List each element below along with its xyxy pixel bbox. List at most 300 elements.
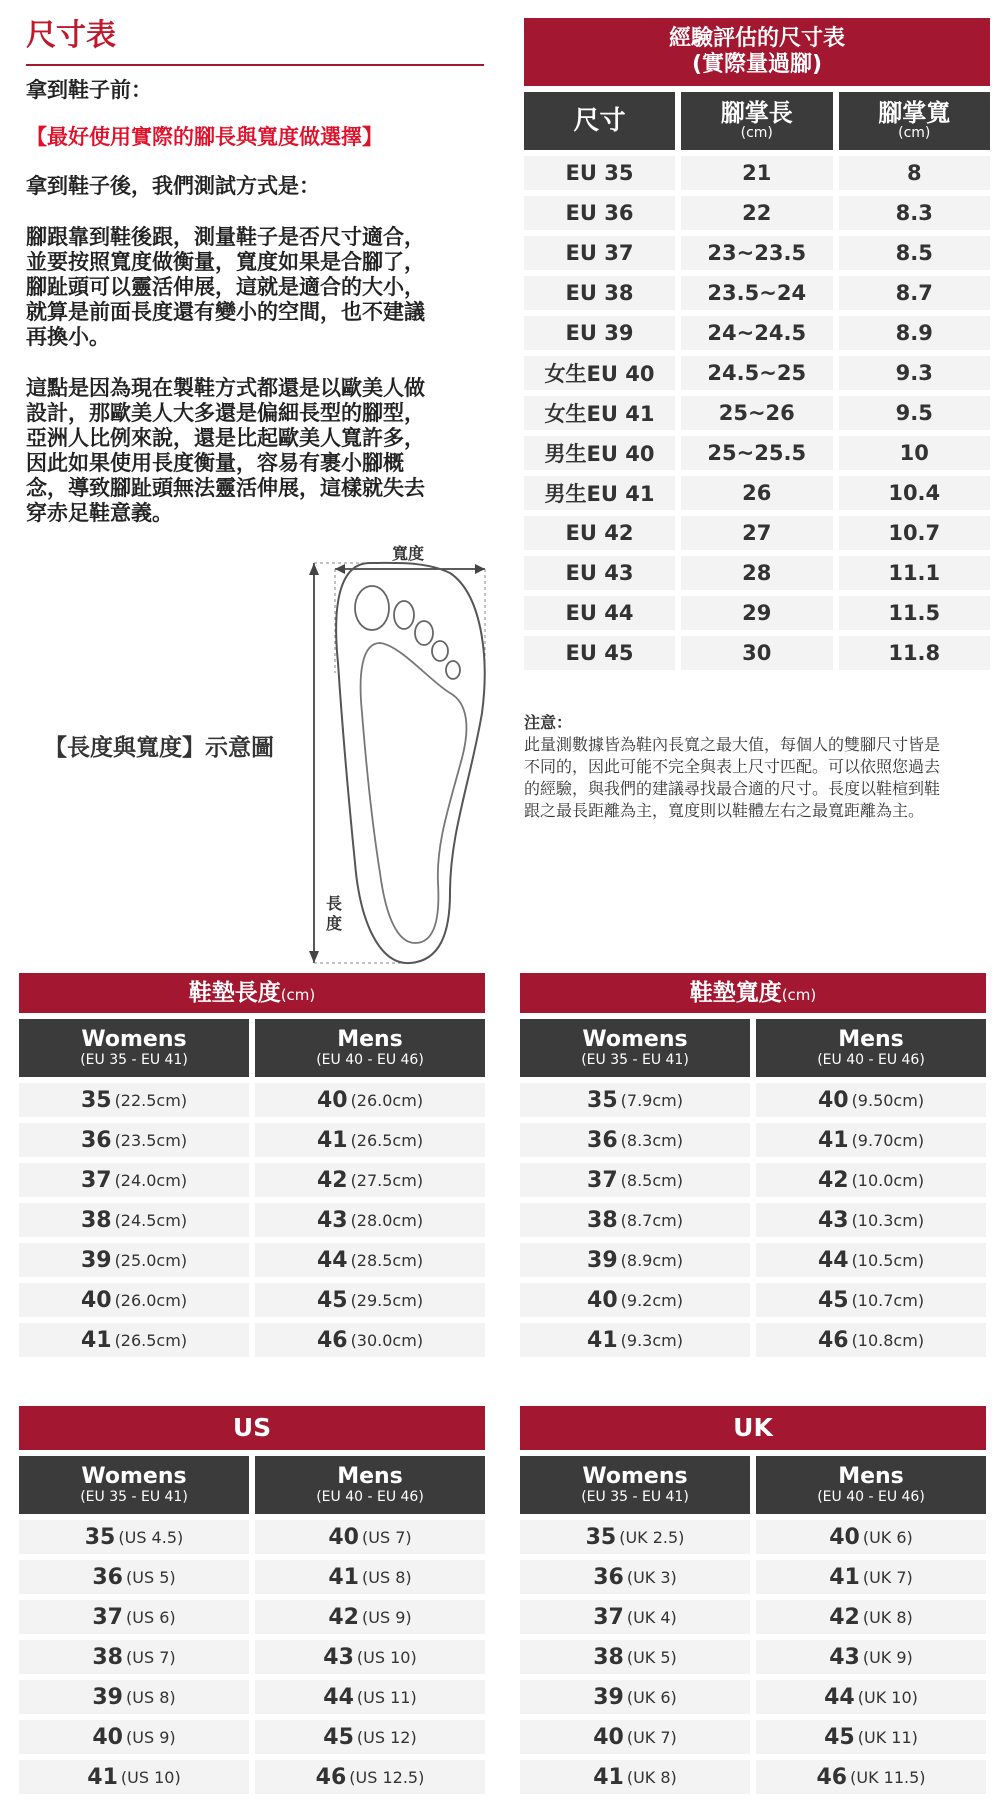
womens-cell (520, 1560, 750, 1594)
foot-length-cell: 26 (681, 476, 833, 510)
mens-cell (255, 1640, 485, 1674)
size-number: 46 (316, 1327, 348, 1353)
size-detail: (US 8) (362, 1567, 412, 1587)
table-row (19, 1203, 485, 1237)
table-row (19, 1640, 485, 1674)
mens-cell (255, 1323, 485, 1357)
size-number: 38 (593, 1644, 624, 1670)
size-number: 45 (316, 1287, 348, 1313)
table-row (524, 636, 990, 670)
header-womens-label: Womens (81, 1464, 187, 1489)
header-womens-label: Womens (582, 1027, 688, 1052)
womens-cell (520, 1243, 750, 1277)
size-detail: (8.3cm) (620, 1130, 683, 1150)
table-row (524, 396, 990, 430)
size-detail: (US 6) (126, 1607, 176, 1627)
header-mens (255, 1456, 485, 1514)
size-detail: (7.9cm) (620, 1090, 683, 1110)
paragraph-line: 設計，那歐美人大多還是偏細長型的腳型， (26, 401, 425, 425)
size-detail: (US 11) (356, 1687, 417, 1707)
size-detail: (22.5cm) (114, 1090, 188, 1110)
size-number: 43 (829, 1644, 860, 1670)
header-foot-length (681, 92, 833, 150)
header-womens-label: Womens (582, 1464, 688, 1489)
size-cell: EU 44 (524, 596, 675, 630)
table-title-text: US (232, 1413, 272, 1442)
womens-cell (520, 1083, 750, 1117)
header-mens-range: (EU 40 - EU 46) (316, 1489, 424, 1505)
size-detail: (UK 6) (626, 1687, 677, 1707)
size-detail: (29.5cm) (350, 1290, 424, 1310)
size-number: 40 (587, 1287, 618, 1313)
size-detail: (25.0cm) (114, 1250, 188, 1270)
table-row (520, 1520, 986, 1554)
womens-cell (520, 1123, 750, 1157)
table-row (524, 276, 990, 310)
foot-width-cell: 8.7 (839, 276, 991, 310)
mens-cell (255, 1243, 485, 1277)
table-row (524, 556, 990, 590)
mens-cell (756, 1600, 986, 1634)
size-cell: 女生EU 40 (524, 356, 675, 390)
table-row (19, 1760, 485, 1794)
header-womens-range: (EU 35 - EU 41) (581, 1052, 689, 1068)
size-detail: (UK 9) (862, 1647, 913, 1667)
estimated-title-line-1: 經驗評估的尺寸表 (668, 26, 845, 51)
size-number: 46 (817, 1327, 849, 1353)
size-detail: (US 9) (362, 1607, 412, 1627)
womens-cell (19, 1560, 249, 1594)
womens-cell (19, 1600, 249, 1634)
size-detail: (9.2cm) (620, 1290, 683, 1310)
size-cell: EU 36 (524, 196, 675, 230)
size-number: 42 (829, 1604, 860, 1630)
mens-cell (756, 1720, 986, 1754)
paragraph-line: 念，導致腳趾頭無法靈活伸展，這樣就失去 (26, 476, 425, 500)
mens-cell (255, 1520, 485, 1554)
size-detail: (US 12) (356, 1727, 417, 1747)
header-womens-range: (EU 35 - EU 41) (581, 1489, 689, 1505)
table-title (19, 1406, 485, 1450)
table-row (524, 236, 990, 270)
intro-highlight-text: 【最好使用實際的腳長與寬度做選擇】 (26, 125, 383, 149)
size-number: 38 (80, 1207, 112, 1233)
size-number: 41 (328, 1564, 359, 1590)
womens-cell (520, 1680, 750, 1714)
table-row (524, 356, 990, 390)
mens-cell (756, 1520, 986, 1554)
table-row (19, 1323, 485, 1357)
size-detail: (UK 10) (857, 1687, 918, 1707)
table-title-text: 鞋墊寬度 (689, 980, 782, 1006)
estimated-size-table (524, 18, 990, 670)
foot-width-cell: 11.8 (839, 636, 991, 670)
table-title-text: 鞋墊長度 (188, 980, 281, 1006)
size-cell: EU 37 (524, 236, 675, 270)
toe-2 (394, 601, 414, 629)
size-detail: (28.5cm) (350, 1250, 424, 1270)
intro-after-text: 拿到鞋子後，我們測試方式是： (26, 174, 320, 198)
foot-width-cell: 9.3 (839, 356, 991, 390)
foot-width-cell: 8.9 (839, 316, 991, 350)
size-cell: EU 35 (524, 156, 675, 190)
paragraph-line: 亞洲人比例來說，還是比起歐美人寬許多， (26, 426, 425, 450)
foot-length-cell: 25~26 (681, 396, 833, 430)
womens-cell (520, 1600, 750, 1634)
foot-length-cell: 24~24.5 (681, 316, 833, 350)
toe-4 (432, 641, 448, 661)
title-divider (26, 64, 484, 66)
table-row (520, 1203, 986, 1237)
womens-cell (19, 1123, 249, 1157)
size-detail: (26.0cm) (350, 1090, 424, 1110)
header-womens-label: Womens (81, 1027, 187, 1052)
estimated-header-row (524, 92, 990, 150)
table-row (520, 1640, 986, 1674)
size-detail: (10.5cm) (851, 1250, 925, 1270)
header-womens (520, 1456, 750, 1514)
table-row (520, 1163, 986, 1197)
table-row (524, 156, 990, 190)
note-title: 注意： (524, 713, 573, 732)
table-title-text: UK (733, 1413, 773, 1442)
size-detail: (UK 8) (626, 1767, 677, 1787)
mens-cell (756, 1283, 986, 1317)
mens-cell (756, 1760, 986, 1794)
insole-length-table (19, 973, 485, 1357)
table-row (524, 196, 990, 230)
toe-3 (415, 621, 433, 645)
table-row (524, 436, 990, 470)
header-mens-range: (EU 40 - EU 46) (817, 1489, 925, 1505)
womens-cell (19, 1243, 249, 1277)
size-cell: 女生EU 41 (524, 396, 675, 430)
header-mens (756, 1019, 986, 1077)
womens-cell (19, 1680, 249, 1714)
size-cell: EU 38 (524, 276, 675, 310)
womens-cell (19, 1083, 249, 1117)
size-number: 35 (84, 1524, 116, 1550)
size-number: 41 (87, 1764, 118, 1790)
mens-cell (756, 1323, 986, 1357)
size-cell: EU 42 (524, 516, 675, 550)
table-row (19, 1163, 485, 1197)
table-header-row (520, 1456, 986, 1514)
table-title (520, 1406, 986, 1450)
foot-length-cell: 24.5~25 (681, 356, 833, 390)
header-womens-range: (EU 35 - EU 41) (80, 1489, 188, 1505)
intro-paragraph-1 (26, 225, 484, 350)
table-title-unit: (cm) (781, 986, 817, 1004)
size-number: 36 (80, 1127, 112, 1153)
size-detail: (US 12.5) (349, 1767, 425, 1787)
header-foot-length-unit: (cm) (740, 125, 773, 141)
mens-cell (255, 1083, 485, 1117)
table-row (524, 476, 990, 510)
table-row (19, 1123, 485, 1157)
mens-cell (255, 1720, 485, 1754)
womens-cell (19, 1163, 249, 1197)
size-detail: (US 10) (356, 1647, 417, 1667)
header-size (524, 92, 675, 150)
size-detail: (8.9cm) (620, 1250, 683, 1270)
size-detail: (26.5cm) (350, 1130, 424, 1150)
size-cell: 男生EU 41 (524, 476, 675, 510)
header-foot-width-label: 腳掌寬 (878, 99, 951, 127)
size-detail: (30.0cm) (350, 1330, 424, 1350)
foot-length-cell: 23.5~24 (681, 276, 833, 310)
table-row (520, 1083, 986, 1117)
header-mens-label: Mens (838, 1027, 904, 1052)
foot-width-cell: 10.4 (839, 476, 991, 510)
size-number: 35 (585, 1524, 617, 1550)
estimated-table-title (524, 18, 990, 86)
header-foot-width-unit: (cm) (898, 125, 931, 141)
womens-cell (19, 1640, 249, 1674)
size-detail: (10.0cm) (851, 1170, 925, 1190)
size-detail: (UK 7) (626, 1727, 677, 1747)
size-detail: (UK 3) (626, 1567, 677, 1587)
size-number: 40 (80, 1287, 112, 1313)
size-number: 39 (587, 1247, 618, 1273)
size-number: 36 (587, 1127, 618, 1153)
size-detail: (US 8) (126, 1687, 176, 1707)
size-number: 41 (817, 1127, 849, 1153)
length-arrow-bottom-head (309, 951, 319, 963)
note-section (524, 712, 990, 822)
foot-diagram (300, 533, 500, 973)
table-row (524, 596, 990, 630)
size-number: 46 (816, 1764, 848, 1790)
size-number: 41 (316, 1127, 348, 1153)
size-detail: (UK 6) (862, 1527, 913, 1547)
mens-cell (255, 1760, 485, 1794)
table-title (520, 973, 986, 1013)
size-number: 41 (829, 1564, 860, 1590)
paragraph-line: 並要按照寬度做衡量，寬度如果是合腳了， (26, 250, 425, 274)
header-mens (756, 1456, 986, 1514)
size-number: 37 (587, 1167, 618, 1193)
foot-length-cell: 29 (681, 596, 833, 630)
size-detail: (UK 7) (862, 1567, 913, 1587)
note-line: 不同的，因此可能不完全與表上尺寸匹配。可以依照您過去 (524, 757, 941, 776)
size-detail: (10.7cm) (851, 1290, 925, 1310)
header-foot-width (839, 92, 991, 150)
table-title-unit: (cm) (280, 986, 316, 1004)
size-detail: (27.5cm) (350, 1170, 424, 1190)
paragraph-line: 穿赤足鞋意義。 (26, 501, 173, 525)
header-mens-range: (EU 40 - EU 46) (316, 1052, 424, 1068)
foot-length-cell: 21 (681, 156, 833, 190)
table-row (520, 1560, 986, 1594)
toe-5 (446, 661, 460, 679)
size-number: 44 (316, 1247, 348, 1273)
foot-width-cell: 9.5 (839, 396, 991, 430)
table-row (520, 1680, 986, 1714)
intro-before-text: 拿到鞋子前： (26, 78, 152, 102)
mens-cell (756, 1163, 986, 1197)
size-detail: (26.5cm) (114, 1330, 188, 1350)
table-row (19, 1520, 485, 1554)
size-cell: EU 39 (524, 316, 675, 350)
diagram-caption: 【長度與寬度】示意圖 (44, 735, 274, 761)
size-detail: (UK 11.5) (850, 1767, 926, 1787)
header-mens-label: Mens (838, 1464, 904, 1489)
paragraph-line: 再換小。 (26, 325, 110, 349)
size-number: 37 (593, 1604, 624, 1630)
mens-cell (756, 1203, 986, 1237)
foot-length-cell: 22 (681, 196, 833, 230)
size-cell: EU 45 (524, 636, 675, 670)
size-number: 43 (316, 1207, 348, 1233)
foot-width-cell: 10.7 (839, 516, 991, 550)
size-number: 40 (316, 1087, 348, 1113)
note-line: 此量測數據皆為鞋內長寬之最大值，每個人的雙腳尺寸皆是 (524, 735, 941, 754)
size-detail: (24.5cm) (114, 1210, 188, 1230)
size-cell: 男生EU 40 (524, 436, 675, 470)
length-arrow-top-head (309, 563, 319, 575)
mens-cell (255, 1283, 485, 1317)
paragraph-line: 這點是因為現在製鞋方式都還是以歐美人做 (26, 376, 425, 400)
size-detail: (10.8cm) (851, 1330, 925, 1350)
width-arrow-right-head (475, 564, 485, 574)
size-detail: (UK 2.5) (619, 1527, 685, 1547)
size-number: 45 (817, 1287, 849, 1313)
womens-cell (19, 1760, 249, 1794)
size-number: 39 (92, 1684, 123, 1710)
size-detail: (9.70cm) (851, 1130, 925, 1150)
header-mens-label: Mens (337, 1464, 403, 1489)
womens-cell (520, 1323, 750, 1357)
size-number: 38 (92, 1644, 123, 1670)
foot-width-cell: 11.5 (839, 596, 991, 630)
mens-cell (255, 1203, 485, 1237)
size-detail: (US 9) (126, 1727, 176, 1747)
table-row (19, 1560, 485, 1594)
header-womens-range: (EU 35 - EU 41) (80, 1052, 188, 1068)
big-toe (355, 586, 389, 630)
size-number: 42 (316, 1167, 348, 1193)
table-row (19, 1243, 485, 1277)
size-detail: (UK 5) (626, 1647, 677, 1667)
foot-width-cell: 11.1 (839, 556, 991, 590)
size-detail: (US 7) (362, 1527, 412, 1547)
table-row (19, 1083, 485, 1117)
size-detail: (8.7cm) (620, 1210, 683, 1230)
size-detail: (US 4.5) (118, 1527, 184, 1547)
table-row (520, 1760, 986, 1794)
table-row (520, 1600, 986, 1634)
size-detail: (8.5cm) (620, 1170, 683, 1190)
size-number: 40 (328, 1524, 359, 1550)
header-mens-range: (EU 40 - EU 46) (817, 1052, 925, 1068)
size-cell: EU 43 (524, 556, 675, 590)
foot-length-cell: 30 (681, 636, 833, 670)
mens-cell (756, 1560, 986, 1594)
table-row (19, 1283, 485, 1317)
size-number: 44 (817, 1247, 849, 1273)
table-row (520, 1283, 986, 1317)
header-size-label: 尺寸 (573, 106, 626, 136)
header-foot-length-label: 腳掌長 (720, 99, 793, 127)
womens-cell (19, 1720, 249, 1754)
estimated-rows (524, 156, 990, 670)
size-detail: (US 7) (126, 1647, 176, 1667)
foot-width-cell: 8 (839, 156, 991, 190)
paragraph-line: 因此如果使用長度衡量，容易有裹小腳概 (26, 451, 404, 475)
size-detail: (23.5cm) (114, 1130, 188, 1150)
size-number: 45 (323, 1724, 354, 1750)
table-row (19, 1600, 485, 1634)
size-detail: (9.3cm) (620, 1330, 683, 1350)
size-number: 39 (593, 1684, 624, 1710)
foot-width-cell: 10 (839, 436, 991, 470)
table-row (520, 1123, 986, 1157)
size-detail: (9.50cm) (851, 1090, 925, 1110)
length-label-2: 度 (326, 914, 343, 933)
womens-cell (19, 1203, 249, 1237)
mens-cell (255, 1163, 485, 1197)
size-number: 38 (587, 1207, 618, 1233)
header-womens (19, 1019, 249, 1077)
mens-cell (756, 1640, 986, 1674)
table-row (524, 516, 990, 550)
size-detail: (UK 8) (862, 1607, 913, 1627)
mens-cell (756, 1083, 986, 1117)
foot-length-cell: 23~23.5 (681, 236, 833, 270)
width-label: 寬度 (392, 544, 425, 563)
table-header-row (520, 1019, 986, 1077)
size-number: 42 (328, 1604, 359, 1630)
table-row (520, 1243, 986, 1277)
size-number: 37 (80, 1167, 112, 1193)
note-line: 跟之最長距離為主，寬度則以鞋體左右之最寬距離為主。 (524, 801, 925, 820)
size-detail: (UK 11) (857, 1727, 918, 1747)
womens-cell (520, 1203, 750, 1237)
size-detail: (US 10) (120, 1767, 181, 1787)
length-label-1: 長 (326, 894, 343, 913)
mens-cell (255, 1600, 485, 1634)
paragraph-line: 腳跟靠到鞋後跟，測量鞋子是否尺寸適合， (26, 225, 425, 249)
size-number: 44 (323, 1684, 354, 1710)
womens-cell (19, 1323, 249, 1357)
table-row (520, 1720, 986, 1754)
size-number: 35 (80, 1087, 112, 1113)
size-detail: (10.3cm) (851, 1210, 925, 1230)
size-number: 43 (323, 1644, 354, 1670)
size-number: 40 (593, 1724, 624, 1750)
mens-cell (255, 1680, 485, 1714)
header-mens (255, 1019, 485, 1077)
womens-cell (520, 1520, 750, 1554)
foot-length-cell: 28 (681, 556, 833, 590)
size-number: 44 (824, 1684, 855, 1710)
foot-width-cell: 8.5 (839, 236, 991, 270)
size-detail: (24.0cm) (114, 1170, 188, 1190)
size-detail: (26.0cm) (114, 1290, 188, 1310)
mens-cell (756, 1243, 986, 1277)
page-title: 尺寸表 (26, 18, 116, 53)
table-row (524, 316, 990, 350)
table-title (19, 973, 485, 1013)
header-mens-label: Mens (337, 1027, 403, 1052)
womens-cell (19, 1283, 249, 1317)
size-number: 40 (817, 1087, 849, 1113)
width-arrow-left-head (335, 564, 345, 574)
uk-size-table (520, 1406, 986, 1794)
paragraph-line: 腳趾頭可以靈活伸展，這就是適合的大小， (26, 275, 425, 299)
table-row (19, 1680, 485, 1714)
